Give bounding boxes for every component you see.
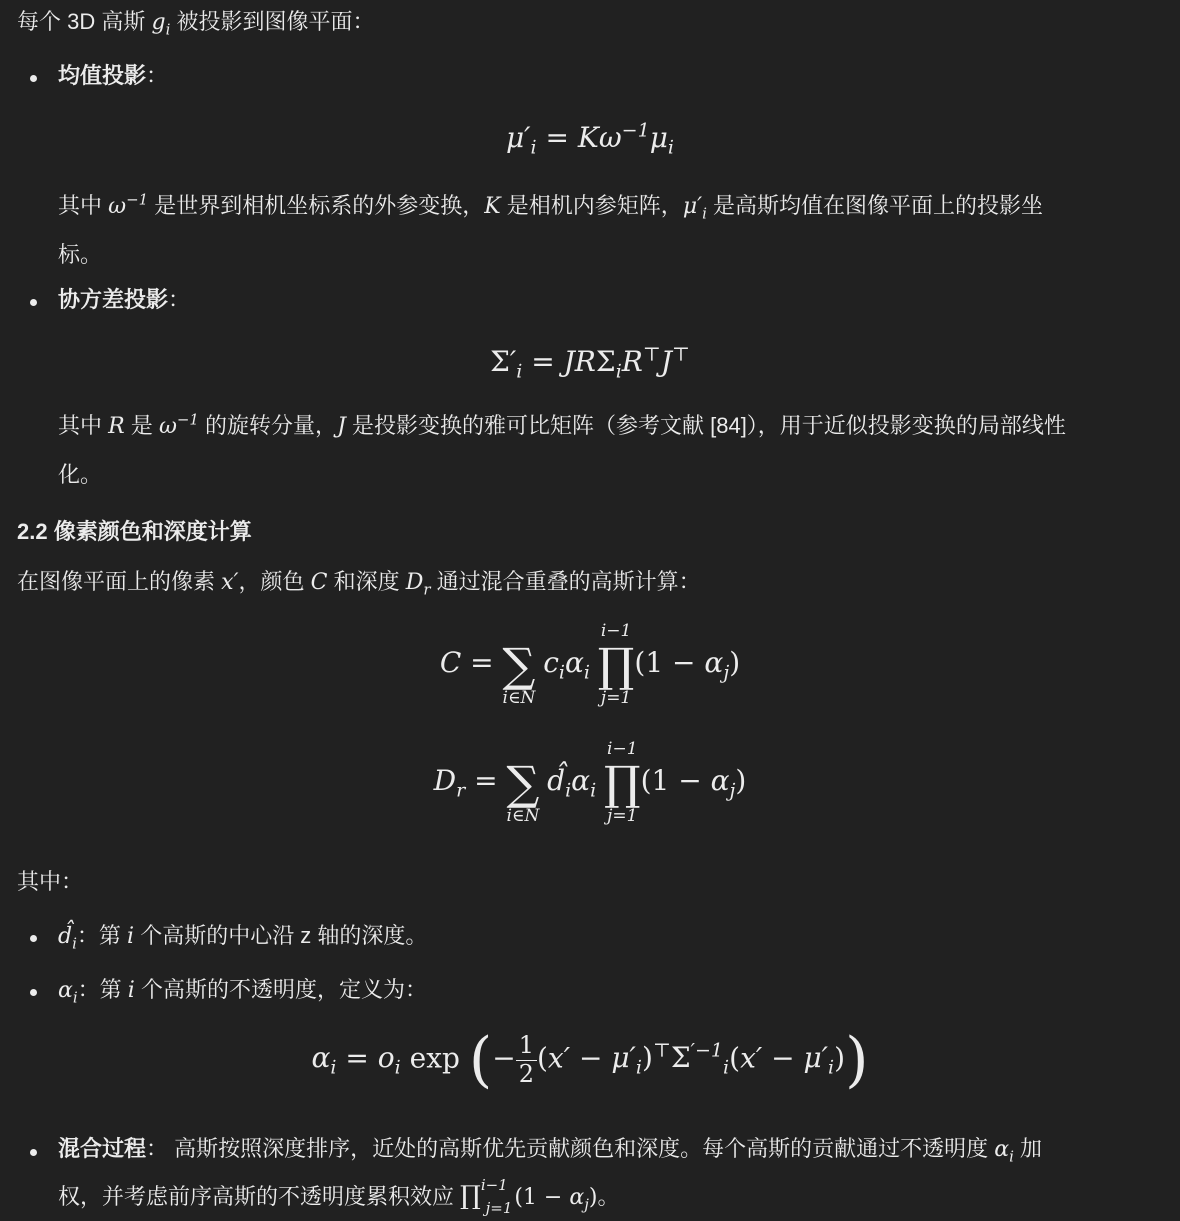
colon: ： [168, 287, 191, 312]
desc-text: 是世界到相机坐标系的外参变换， [148, 193, 485, 218]
para-text: 通过混合重叠的高斯计算： [430, 569, 701, 594]
equation-color: C = ∑ i∈N $c_i\alpha_i$ i−1 ∏ j=1 $(1 - \alpha_j)$ [439, 621, 741, 708]
para-text: 和深度 [327, 569, 406, 594]
bullet-dot [30, 299, 37, 306]
colon: ： [77, 977, 100, 1002]
def-text: 第 [99, 977, 128, 1002]
intro-text-end: 被投影到图像平面： [170, 9, 375, 34]
bullet-label: 混合过程 [58, 1136, 147, 1161]
desc-text: 是高斯均值在图像平面上的投影坐 [706, 193, 1044, 218]
bullet-label: 均值投影 [58, 63, 147, 88]
desc-text: 是 [124, 413, 159, 438]
desc-text: 其中 [58, 193, 109, 218]
bullet-dot [30, 1149, 37, 1156]
colon: ： [76, 923, 99, 948]
blend-text: 。 [597, 1184, 620, 1209]
desc-text: 的旋转分量， [198, 413, 338, 438]
desc-text: 是相机内参矩阵， [500, 193, 683, 218]
equation-cov: $\Sigma'_i = JR\Sigma_iR^⊤J^⊤$ [490, 343, 690, 383]
bullet-label: 协方差投影 [58, 287, 169, 312]
colon: ： [146, 1136, 169, 1161]
para-text: 在图像平面上的像素 [17, 569, 222, 594]
para-text: ，颜色 [238, 569, 311, 594]
def-text: 个高斯的不透明度，定义为： [134, 977, 427, 1002]
bullet-dot [30, 989, 37, 996]
def-text: 个高斯的中心沿 z 轴的深度。 [134, 923, 428, 948]
equation-mean: $\mu'_i = K\omega^{-1}\mu_i$ [505, 119, 675, 159]
bullet-dot [30, 75, 37, 82]
desc-cov: 其中 R 是 $\omega^{-1}$ 的旋转分量，J 是投影变换的雅可比矩阵（参考文献 [84]），用于近似投影变换的局部线性 化。 [58, 410, 1066, 487]
blend-text: 权，并考虑前序高斯的不透明度累积效应 [58, 1184, 461, 1209]
colon: ： [146, 63, 169, 88]
def-text: 第 [98, 923, 128, 948]
intro-line [17, 4, 1168, 40]
desc-text: 是投影变换的雅可比矩阵（参考文献 [84]），用于近似投影变换的局部线性 [345, 413, 1066, 438]
equation-opacity: $\alpha_i = o_i$ exp (− $\frac{1}{2}$ $(x' - \mu'_i)^⊤\Sigma^{'-1}_i(x' - \mu'_i)$) [311, 1025, 869, 1095]
bullet-dot [30, 935, 37, 942]
intro-text: 每个 3D 高斯 [17, 9, 152, 34]
where-label: 其中： [17, 869, 84, 894]
desc-text: 标。 [58, 242, 103, 267]
desc-mean: 其中 $\omega^{-1}$ 是世界到相机坐标系的外参变换，K 是相机内参矩阵，$\mu'_i$ 是高斯均值在图像平面上的投影坐 标。 [58, 190, 1044, 267]
desc-text: 化。 [58, 462, 103, 487]
blend-text: 加 [1013, 1136, 1043, 1161]
desc-text: 其中 [58, 413, 109, 438]
equation-depth: $D_r$ = ∑ i∈N $d̂_i\alpha_i$ i−1 ∏ j=1 $(1 - \alpha_j)$ [433, 739, 747, 826]
section-heading: 2.2 像素颜色和深度计算 [17, 519, 252, 544]
pixel-paragraph: 在图像平面上的像素 x′，颜色 C 和深度 $D_r$ 通过混合重叠的高斯计算： [17, 569, 701, 599]
math-gi: $g_i$ [151, 10, 171, 39]
blend-text: 高斯按照深度排序，近处的高斯优先贡献颜色和深度。每个高斯的贡献通过不透明度 [168, 1136, 995, 1161]
